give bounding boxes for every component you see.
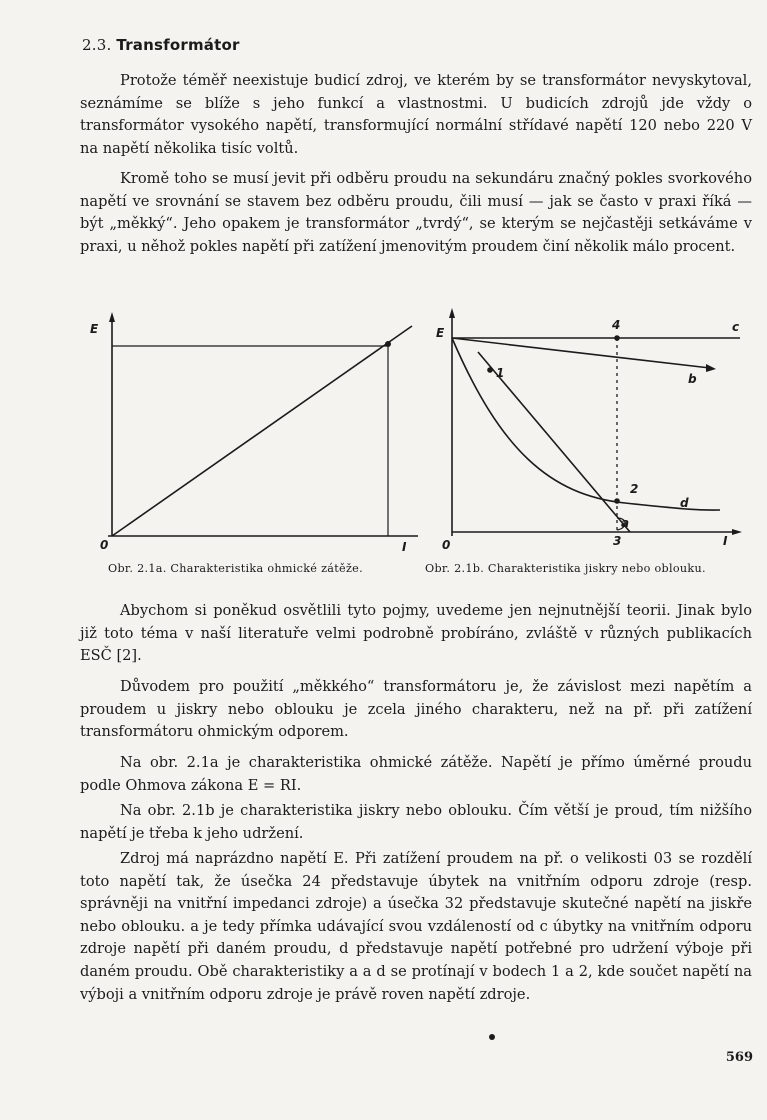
body-paragraph-5: Zdroj má naprázdno napětí E. Při zatížení proudem na př. o velikosti 03 se rozdělí toto napětí tak, že úsečka 24 představuje úbytek na vnitřním odporu zdroje (resp. správněji na vnitřní impedanci zdroje) a úsečka 32 představuje skutečné napětí na jiskře nebo oblouku. a je tedy přímka udávající svou vzdáleností od c úbytky na vnitřním odporu zdroje napětí při daném proudu, d představuje napětí potřebné pro udržení výboje při daném proudu. Obě charakteristiky a a d se protínají v bodech 1 a 2, kde součet napětí na výboji a vnitřním odporu zdroje je právě roven napětí zdroje.: [80, 850, 752, 1003]
intro-paragraph-2: Kromě toho se musí jevit při odběru proudu na sekundáru značný pokles svorkového napětí ve srovnání se stavem bez odběru proudu, čili musí — jak se často v praxi říká — být „měkký“. Jeho opakem je transformátor „tvrdý“, se kterým se nejčastěji setkáváme v praxi, u něhož pokles napětí při zatížení jmenovitým proudem činí několik málo procent.: [80, 170, 752, 255]
fig-b-point-1: [487, 367, 493, 373]
fig-a-ohmic-line: [112, 326, 412, 536]
fig-b-curve-c-label: c: [732, 320, 740, 334]
fig-b-point-3-label: 3: [613, 534, 622, 548]
body-paragraph-3: Na obr. 2.1a je charakteristika ohmické zátěže. Napětí je přímo úměrné proudu podle Ohmova zákona E = RI.: [80, 754, 752, 794]
fig-a-y-arrow: [109, 312, 115, 322]
fig-b-y-label: E: [436, 326, 445, 340]
fig-a-y-label: E: [90, 322, 99, 336]
body-paragraph-2: Důvodem pro použití „měkkého“ transformátoru je, že závislost mezi napětím a proudem u jiskry nebo oblouku je zcela jiného charakteru, než na př. při zatížení transformátoru ohmickým odporem.: [80, 678, 752, 741]
fig-a-x-label: I: [402, 540, 407, 554]
fig-b-point-1-label: 1: [496, 366, 505, 380]
body-paragraph-4: Na obr. 2.1b je charakteristika jiskry nebo oblouku. Čím větší je proud, tím nižšího napětí je třeba k jeho udržení.: [80, 802, 752, 842]
fig-b-x-arrow: [732, 529, 742, 535]
figure-b-caption: Obr. 2.1b. Charakteristika jiskry nebo oblouku.: [425, 562, 706, 575]
bullet-mark: [489, 1034, 495, 1040]
figure-2-1: [80, 300, 760, 600]
body-paragraph-1: Abychom si poněkud osvětlili tyto pojmy, uvedeme jen nejnutnější teorii. Jinak bylo již toto téma v naší literatuře velmi podrobně probíráno, zvláště v různých publikacích ESČ [2].: [80, 602, 752, 665]
fig-b-point-4: [614, 335, 620, 341]
section-number: 2.3.: [82, 36, 112, 54]
fig-b-point-2: [614, 498, 620, 504]
fig-a-point: [385, 341, 391, 347]
fig-b-line-b-arrow: [706, 364, 716, 372]
fig-b-curve-d-label: d: [680, 496, 689, 510]
page-number: 569: [725, 1050, 753, 1065]
fig-b-line-b: [452, 338, 710, 368]
figure-diagrams: [80, 300, 760, 560]
section-heading: [82, 36, 240, 54]
fig-b-curve-b-label: b: [688, 372, 697, 386]
fig-b-origin-label: 0: [442, 538, 451, 552]
fig-a-origin-label: 0: [100, 538, 109, 552]
section-title: Transformátor: [116, 36, 240, 54]
fig-b-curve-a-label: a: [621, 516, 630, 530]
intro-paragraph-1: Protože téměř neexistuje budicí zdroj, ve kterém by se transformátor nevyskytoval, seznámíme se blíže s jeho funkcí a vlastnostmi. U budicích zdrojů jde vždy o transformátor vysokého napětí, transformující normální střídavé napětí 120 nebo 220 V na napětí několika tisíc voltů.: [80, 72, 752, 157]
fig-b-point-4-label: 4: [612, 318, 621, 332]
figure-a-caption: Obr. 2.1a. Charakteristika ohmické zátěže.: [108, 562, 363, 575]
fig-b-x-label: I: [723, 534, 728, 548]
fig-b-y-arrow: [449, 308, 455, 318]
fig-b-point-2-label: 2: [630, 482, 639, 496]
